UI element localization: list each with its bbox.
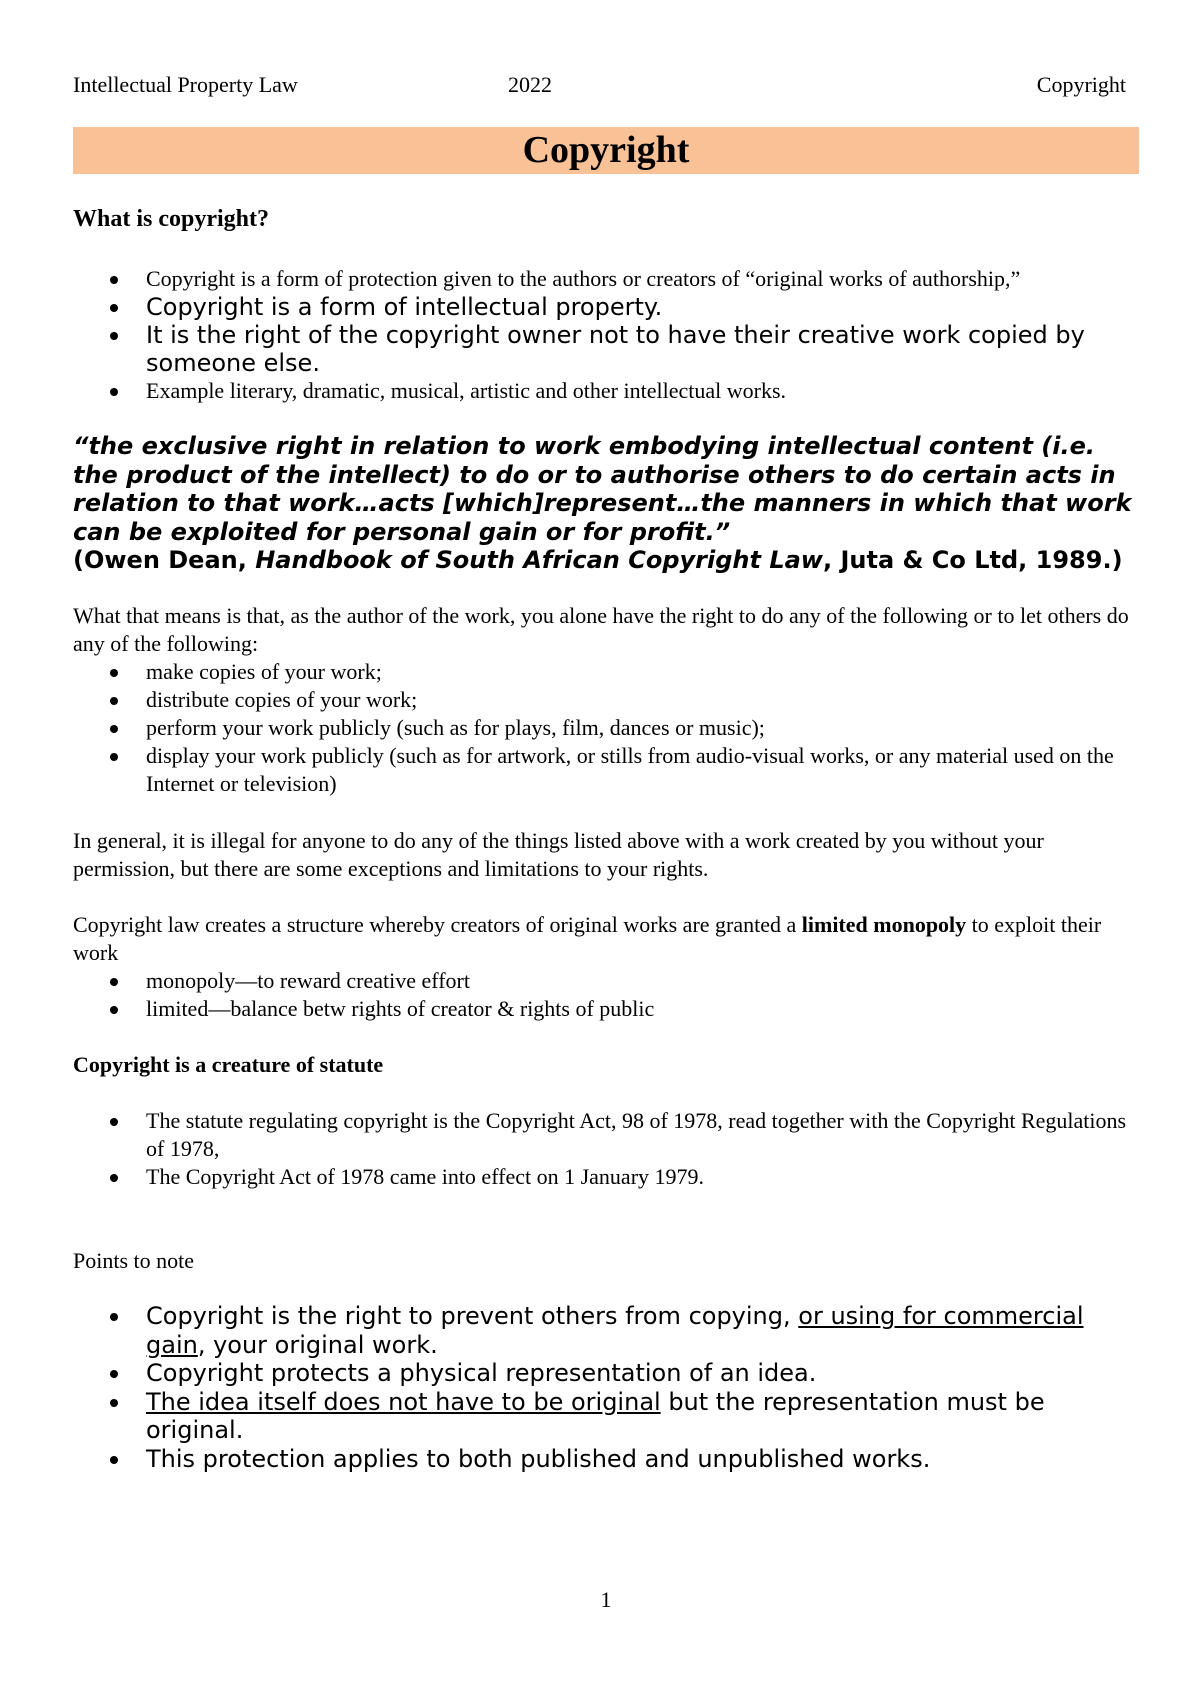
- section-heading-what-is-copyright: What is copyright?: [73, 206, 270, 232]
- header-topic: Copyright: [1036, 72, 1126, 97]
- list-item: It is the right of the copyright owner not to have their creative work copied by someone else.: [73, 321, 1139, 377]
- statute-list: [73, 1107, 1139, 1191]
- list-item: perform your work publicly (such as for plays, film, dances or music);: [73, 714, 1139, 742]
- list-item: The statute regulating copyright is the Copyright Act, 98 of 1978, read together with the Copyright Regulations of 1978,: [73, 1107, 1139, 1163]
- list-item: The Copyright Act of 1978 came into effect on 1 January 1979.: [73, 1163, 1139, 1191]
- note-underlined-text: or using for commercial gain: [146, 1302, 1084, 1359]
- note-text: Copyright is the right to prevent others from copying,: [146, 1302, 799, 1330]
- note-text: , your original work.: [197, 1330, 438, 1359]
- list-item: distribute copies of your work;: [73, 686, 1139, 714]
- definition-list: [73, 265, 1139, 405]
- header-year: 2022: [508, 72, 552, 97]
- monopoly-text-before: Copyright law creates a structure whereby creators of original works are granted a: [73, 912, 802, 937]
- list-item: limited—balance betw rights of creator & rights of public: [73, 995, 1139, 1023]
- list-item: monopoly—to reward creative effort: [73, 967, 1139, 995]
- list-item: Copyright protects a physical representation of an idea.: [73, 1359, 1139, 1388]
- section-heading-statute: Copyright is a creature of statute: [73, 1052, 384, 1077]
- page-title: Copyright: [73, 127, 1139, 174]
- quotation: “the exclusive right in relation to work embodying intellectual content (i.e. the product of the intellect) to do or to authorise others to do certain acts in relation to that work…acts [which]represent…the manners in which that work can be exploited for personal gain or for profit.”: [73, 432, 1132, 546]
- monopoly-list: [73, 967, 1139, 1023]
- citation-author: (Owen Dean,: [73, 546, 256, 574]
- general-paragraph: In general, it is illegal for anyone to do any of the things listed above with a work created by you without your permission, but there are some exceptions and limitations to your rights.: [73, 828, 1044, 881]
- list-item: This protection applies to both published and unpublished works.: [73, 1445, 1139, 1474]
- points-list: [73, 1302, 1139, 1473]
- list-item: [73, 1302, 1139, 1359]
- monopoly-text-after: to exploit their work: [73, 912, 1102, 965]
- citation-publisher: , Juta & Co Ltd, 1989.): [822, 546, 1123, 574]
- page-number: 1: [600, 1587, 612, 1612]
- rights-intro: What that means is that, as the author of the work, you alone have the right to do any of the following or to let others do any of the following:: [73, 603, 1129, 656]
- header-course: Intellectual Property Law: [73, 72, 298, 97]
- list-item: make copies of your work;: [73, 658, 1139, 686]
- points-to-note-heading: Points to note: [73, 1248, 195, 1273]
- list-item: [73, 1388, 1139, 1445]
- list-item: Copyright is a form of protection given to the authors or creators of “original works of authorship,”: [73, 265, 1139, 293]
- list-item: Copyright is a form of intellectual property.: [73, 293, 1139, 321]
- quotation-citation: [73, 546, 1123, 574]
- rights-list: [73, 658, 1139, 798]
- list-item: Example literary, dramatic, musical, artistic and other intellectual works.: [73, 377, 1139, 405]
- note-underlined-text: The idea itself does not have to be original: [146, 1387, 661, 1416]
- monopoly-intro: [73, 911, 1139, 967]
- citation-book-title: Handbook of South African Copyright Law: [255, 546, 823, 574]
- monopoly-bold-term: limited monopoly: [801, 912, 967, 937]
- page-header: [73, 72, 1139, 102]
- note-text: but the representation must be original.: [146, 1387, 1045, 1444]
- list-item: display your work publicly (such as for artwork, or stills from audio-visual works, or any material used on the Internet or television): [73, 742, 1139, 798]
